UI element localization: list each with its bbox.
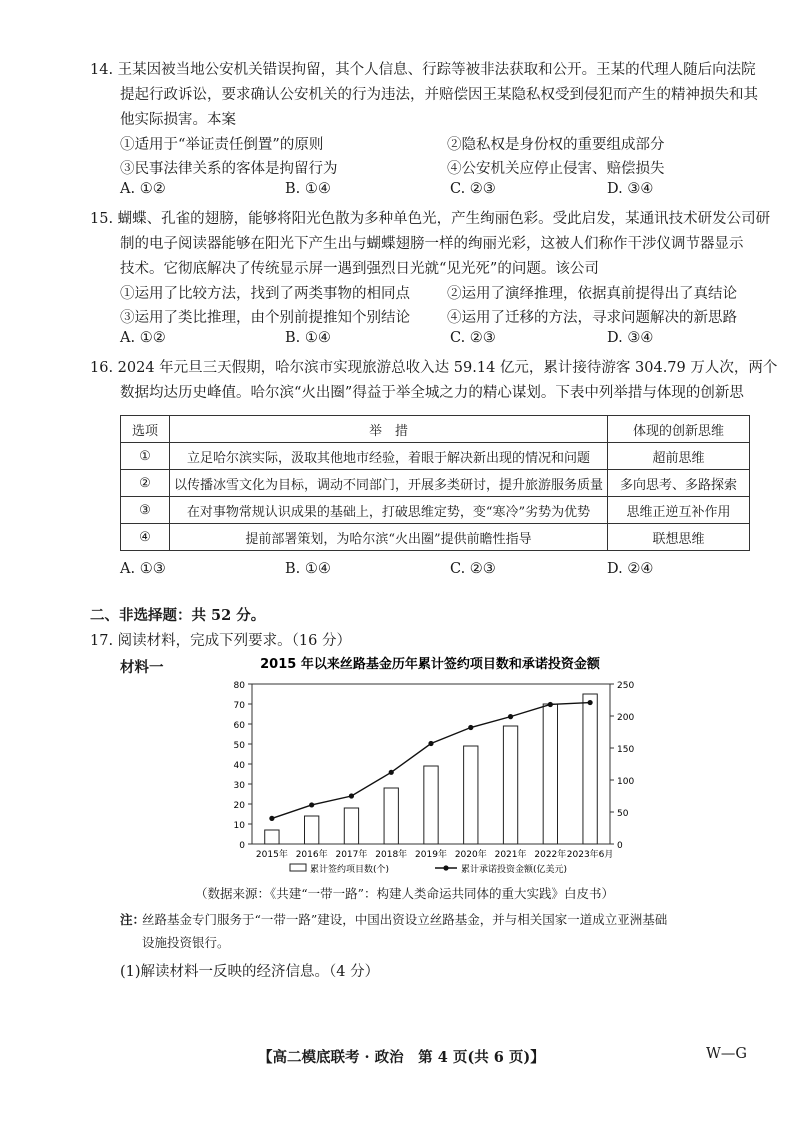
q14-statement-2: ②隐私权是身份权的重要组成部分: [447, 137, 665, 153]
table-header-measure: 举 措: [170, 416, 608, 443]
q15-choice-a: A. ①②: [120, 330, 166, 346]
chart-bar: [265, 830, 279, 844]
right-axis-tick-label: 250: [617, 681, 635, 691]
chart-bar: [503, 726, 517, 844]
left-axis-tick-label: 20: [233, 801, 245, 811]
q16-choice-a: A. ①③: [120, 561, 166, 577]
table-row: [121, 524, 750, 551]
footer-title: 【高二模底联考 · 政治 第 4 页(共 6 页)】: [258, 1049, 545, 1066]
chart-bar: [583, 694, 597, 844]
left-axis-tick-label: 10: [233, 821, 245, 831]
left-axis-tick-label: 70: [233, 701, 245, 711]
q17-sub-1: (1)解读材料一反映的经济信息。（4 分）: [120, 964, 380, 980]
q15-choice-d: D. ③④: [607, 330, 654, 346]
table-row: [121, 497, 750, 524]
legend-bar-label: 累计签约项目数(个): [310, 865, 390, 875]
note-line-1: 丝路基金专门服务于“一带一路”建设，中国出资设立丝路基金，并与相关国家一道成立亚洲基础: [142, 912, 668, 927]
q14-stem-line-2: 提起行政诉讼，要求确认公安机关的行为违法，并赔偿因王某隐私权受到侵犯而产生的精神损失和其: [120, 87, 758, 103]
series-point: [309, 802, 314, 807]
series-point: [548, 702, 553, 707]
table-cell-thinking: 思维正逆互补作用: [608, 497, 750, 524]
series-point: [468, 725, 473, 730]
series-point: [588, 700, 593, 705]
table-cell-measure: 提前部署策划，为哈尔滨“火出圈”提供前瞻性指导: [170, 524, 608, 551]
right-axis-tick-label: 50: [617, 809, 629, 819]
right-axis-tick-label: 200: [617, 713, 635, 723]
q16-stem-line-1: 16. 2024 年元旦三天假期，哈尔滨市实现旅游总收入达 59.14 亿元，累计接待游客 304.79 万人次，两个: [90, 360, 778, 376]
chart-bar: [384, 788, 398, 844]
q14-choice-b: B. ①④: [285, 181, 331, 197]
table-cell-option: ④: [121, 524, 170, 551]
note-label: 注：: [120, 912, 146, 927]
x-axis-tick-label: 2016年: [295, 850, 328, 860]
q16-choice-b: B. ①④: [285, 561, 331, 577]
x-axis-tick-label: 2018年: [375, 850, 408, 860]
q15-statement-3: ③运用了类比推理，由个别前提推知个别结论: [120, 310, 410, 326]
table-cell-thinking: 超前思维: [608, 443, 750, 470]
q16-table-header: [121, 416, 750, 443]
left-axis-tick-label: 40: [233, 761, 245, 771]
q14-choice-a: A. ①②: [120, 181, 166, 197]
table-cell-measure: 在对事物常规认识成果的基础上，打破思维定势，变“寒冷”劣势为优势: [170, 497, 608, 524]
q14-stem-line-3: 他实际损害。本案: [120, 112, 236, 128]
series-point: [349, 793, 354, 798]
q14-statements-row-1: [120, 133, 740, 155]
table-row: [121, 443, 750, 470]
q17-intro: 17. 阅读材料，完成下列要求。（16 分）: [90, 633, 351, 649]
q16-choice-d: D. ②④: [607, 561, 654, 577]
chart-bar: [543, 704, 557, 844]
q14-statement-4: ④公安机关应停止侵害、赔偿损失: [447, 161, 665, 177]
left-axis-tick-label: 50: [233, 741, 245, 751]
table-cell-thinking: 联想思维: [608, 524, 750, 551]
right-axis-tick-label: 0: [617, 841, 623, 851]
chart-plot: [234, 681, 635, 875]
table-header-thinking: 体现的创新思维: [608, 416, 750, 443]
legend-bar-swatch: [290, 864, 306, 871]
x-axis-tick-label: 2021年: [494, 850, 527, 860]
chart-bar: [464, 746, 478, 844]
legend-line-label: 累计承诺投资金额(亿美元): [461, 865, 568, 875]
material-label: 材料一: [120, 659, 164, 676]
q15-statement-1: ①运用了比较方法，找到了两类事物的相同点: [120, 286, 410, 302]
q15-statements-row-2: [120, 306, 740, 328]
table-cell-measure: 以传播冰雪文化为目标，调动不同部门，开展多类研讨，提升旅游服务质量: [170, 470, 608, 497]
left-axis-tick-label: 60: [233, 721, 245, 731]
q14-stem-line-1: 14. 王某因被当地公安机关错误拘留，其个人信息、行踪等被非法获取和公开。王某的代理人随后向法院: [90, 62, 756, 78]
table-header-option: 选项: [121, 416, 170, 443]
table-row: [121, 470, 750, 497]
chart-bar: [305, 816, 319, 844]
q14-choices: [120, 181, 740, 203]
table-cell-option: ③: [121, 497, 170, 524]
q15-stem-line-3: 技术。它彻底解决了传统显示屏一遇到强烈日光就“见光死”的问题。该公司: [120, 261, 599, 277]
series-point: [428, 741, 433, 746]
q15-choices: [120, 330, 740, 352]
table-cell-measure: 立足哈尔滨实际，汲取其他地市经验，着眼于解决新出现的情况和问题: [170, 443, 608, 470]
legend-line-marker: [443, 865, 448, 870]
x-axis-tick-label: 2020年: [454, 850, 487, 860]
q14-statement-3: ③民事法律关系的客体是拘留行为: [120, 161, 338, 177]
series-point: [389, 770, 394, 775]
q16-choices: [120, 561, 740, 583]
q14-choice-d: D. ③④: [607, 181, 654, 197]
q16-choice-c: C. ②③: [450, 561, 496, 577]
x-axis-tick-label: 2022年: [534, 850, 567, 860]
x-axis-tick-label: 2019年: [415, 850, 447, 860]
q15-statement-4: ④运用了迁移的方法，寻求问题解决的新思路: [447, 310, 737, 326]
q16-stem-line-2: 数据均达历史峰值。哈尔滨“火出圈”得益于举全城之力的精心谋划。下表中列举措与体现的创新思: [120, 385, 744, 401]
q15-statement-2: ②运用了演绎推理，依据真前提得出了真结论: [447, 286, 737, 302]
table-cell-thinking: 多向思考、多路探索: [608, 470, 750, 497]
note-line-2: 设施投资银行。: [142, 935, 230, 950]
q17-source: （数据来源：《共建“一带一路”：构建人类命运共同体的重大实践》白皮书）: [195, 886, 615, 901]
right-axis-tick-label: 150: [617, 745, 635, 755]
q15-stem-line-1: 15. 蝴蝶、孔雀的翅膀，能够将阳光色散为多种单色光，产生绚丽色彩。受此启发，某通讯技术研发公司研: [90, 211, 771, 227]
q15-statements-row-1: [120, 282, 740, 304]
series-point: [269, 816, 274, 821]
chart-bar: [344, 808, 358, 844]
x-axis-tick-label: 2017年: [335, 850, 368, 860]
q14-choice-c: C. ②③: [450, 181, 496, 197]
right-axis-tick-label: 100: [617, 777, 635, 787]
bar-line-chart: [200, 654, 660, 882]
x-axis-tick-label: 2015年: [255, 850, 288, 860]
q14-statement-1: ①适用于“举证责任倒置”的原则: [120, 137, 324, 153]
q15-choice-c: C. ②③: [450, 330, 496, 346]
q14-statements-row-2: [120, 157, 740, 179]
series-point: [508, 714, 513, 719]
q16-table: [120, 415, 750, 551]
footer-code: W—G: [706, 1046, 747, 1062]
chart-bar: [424, 766, 438, 844]
left-axis-tick-label: 30: [233, 781, 245, 791]
q15-choice-b: B. ①④: [285, 330, 331, 346]
left-axis-tick-label: 80: [233, 681, 245, 691]
chart-title: 2015 年以来丝路基金历年累计签约项目数和承诺投资金额: [260, 657, 600, 672]
table-cell-option: ②: [121, 470, 170, 497]
q15-stem-line-2: 制的电子阅读器能够在阳光下产生出与蝴蝶翅膀一样的绚丽光彩，这被人们称作干涉仪调节器显示: [120, 236, 744, 252]
x-axis-tick-label: 2023年6月: [566, 850, 614, 860]
table-cell-option: ①: [121, 443, 170, 470]
left-axis-tick-label: 0: [239, 841, 245, 851]
section-title: 二、非选择题：共 52 分。: [90, 607, 266, 624]
